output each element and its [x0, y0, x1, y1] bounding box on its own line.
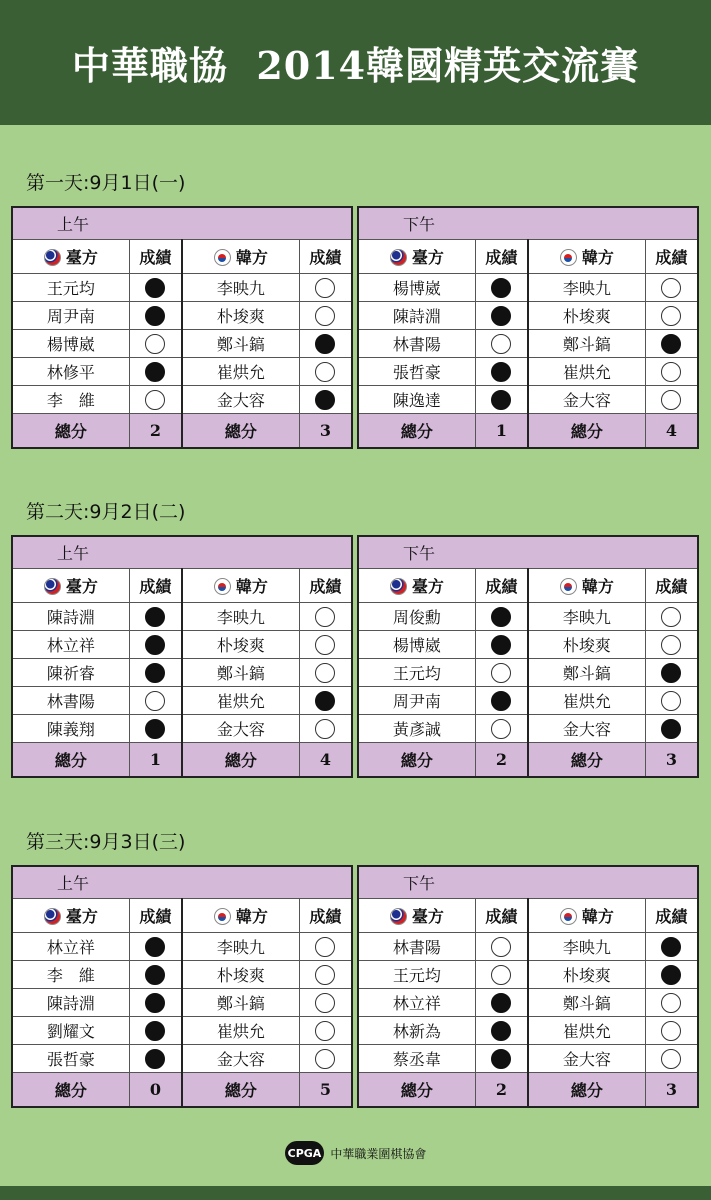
korea-player-name: 李映九	[528, 933, 645, 961]
korea-player-name: 朴埈爽	[528, 961, 645, 989]
korea-player-name: 李映九	[528, 603, 645, 631]
result-header: 成績	[129, 569, 182, 603]
morning-session-table	[11, 535, 353, 778]
korea-result	[299, 302, 352, 330]
black-stone-icon	[661, 719, 681, 739]
match-row	[12, 687, 352, 715]
match-row	[358, 330, 698, 358]
korea-player-name: 金大容	[528, 715, 645, 743]
korea-player-name: 金大容	[182, 1045, 299, 1073]
korea-player-name: 崔烘允	[182, 687, 299, 715]
session-label: 上午	[12, 207, 352, 240]
taiwan-result	[129, 1045, 182, 1073]
black-stone-icon	[491, 993, 511, 1013]
korea-team-header: 韓方	[528, 569, 645, 603]
white-stone-icon	[661, 1021, 681, 1041]
taiwan-team-header: 臺方	[358, 240, 475, 274]
total-label: 總分	[528, 414, 645, 449]
white-stone-icon	[315, 965, 335, 985]
korea-player-name: 鄭斗鎬	[528, 989, 645, 1017]
black-stone-icon	[491, 362, 511, 382]
match-row	[12, 302, 352, 330]
korea-player-name: 崔烘允	[182, 358, 299, 386]
taiwan-result	[475, 1045, 528, 1073]
taiwan-result	[129, 274, 182, 302]
black-stone-icon	[315, 390, 335, 410]
white-stone-icon	[491, 937, 511, 957]
taiwan-player-name: 李 維	[12, 386, 129, 414]
taiwan-result	[475, 358, 528, 386]
black-stone-icon	[491, 1049, 511, 1069]
taiwan-team-header: 臺方	[12, 240, 129, 274]
black-stone-icon	[145, 1049, 165, 1069]
match-row	[12, 659, 352, 687]
black-stone-icon	[661, 937, 681, 957]
korea-result	[299, 603, 352, 631]
korea-player-name: 朴埈爽	[528, 631, 645, 659]
total-label: 總分	[528, 743, 645, 778]
taiwan-player-name: 林立祥	[12, 933, 129, 961]
match-row	[12, 274, 352, 302]
total-label: 總分	[182, 414, 299, 449]
korea-team-header: 韓方	[182, 240, 299, 274]
result-header: 成績	[129, 240, 182, 274]
taiwan-flag-icon	[44, 908, 61, 925]
korea-flag-icon	[560, 249, 577, 266]
korea-total: 5	[299, 1073, 352, 1108]
taiwan-result	[129, 631, 182, 659]
korea-result	[299, 933, 352, 961]
korea-total: 3	[645, 743, 698, 778]
result-header: 成績	[645, 240, 698, 274]
korea-player-name: 崔烘允	[528, 358, 645, 386]
korea-player-name: 鄭斗鎬	[182, 989, 299, 1017]
white-stone-icon	[661, 635, 681, 655]
white-stone-icon	[491, 965, 511, 985]
result-header: 成績	[645, 899, 698, 933]
total-label: 總分	[358, 743, 475, 778]
korea-player-name: 鄭斗鎬	[182, 330, 299, 358]
taiwan-player-name: 陳逸達	[358, 386, 475, 414]
korea-player-name: 朴埈爽	[182, 631, 299, 659]
total-row	[358, 743, 698, 778]
total-label: 總分	[182, 743, 299, 778]
match-row	[358, 386, 698, 414]
taiwan-team-header: 臺方	[358, 899, 475, 933]
total-row	[12, 743, 352, 778]
afternoon-session-table	[357, 206, 699, 449]
korea-result	[645, 274, 698, 302]
korea-player-name: 朴埈爽	[528, 302, 645, 330]
taiwan-total: 1	[475, 414, 528, 449]
session-label: 下午	[358, 866, 698, 899]
taiwan-player-name: 陳義翔	[12, 715, 129, 743]
white-stone-icon	[491, 719, 511, 739]
taiwan-player-name: 楊博崴	[358, 631, 475, 659]
korea-flag-icon	[214, 249, 231, 266]
taiwan-result	[475, 961, 528, 989]
taiwan-player-name: 陳詩淵	[12, 603, 129, 631]
taiwan-player-name: 林立祥	[12, 631, 129, 659]
korea-flag-icon	[560, 578, 577, 595]
taiwan-player-name: 林立祥	[358, 989, 475, 1017]
korea-player-name: 金大容	[528, 1045, 645, 1073]
taiwan-result	[475, 603, 528, 631]
result-header: 成績	[475, 240, 528, 274]
korea-player-name: 金大容	[182, 715, 299, 743]
match-row	[358, 603, 698, 631]
taiwan-result	[475, 687, 528, 715]
taiwan-player-name: 陳祈睿	[12, 659, 129, 687]
taiwan-player-name: 劉耀文	[12, 1017, 129, 1045]
taiwan-result	[129, 715, 182, 743]
black-stone-icon	[145, 937, 165, 957]
match-row	[12, 1017, 352, 1045]
match-row	[358, 358, 698, 386]
white-stone-icon	[315, 306, 335, 326]
total-label: 總分	[528, 1073, 645, 1108]
taiwan-total: 2	[475, 743, 528, 778]
korea-player-name: 崔烘允	[182, 1017, 299, 1045]
taiwan-result	[129, 358, 182, 386]
footer	[0, 1138, 711, 1168]
korea-result	[645, 687, 698, 715]
afternoon-session-table	[357, 535, 699, 778]
korea-result	[645, 302, 698, 330]
header-banner	[0, 0, 711, 125]
korea-total: 4	[645, 414, 698, 449]
taiwan-total: 2	[129, 414, 182, 449]
match-row	[12, 1045, 352, 1073]
korea-total: 4	[299, 743, 352, 778]
korea-result	[299, 1045, 352, 1073]
match-row	[12, 989, 352, 1017]
taiwan-result	[129, 933, 182, 961]
taiwan-total: 1	[129, 743, 182, 778]
black-stone-icon	[491, 306, 511, 326]
black-stone-icon	[145, 663, 165, 683]
match-row	[358, 659, 698, 687]
korea-flag-icon	[560, 908, 577, 925]
match-row	[12, 603, 352, 631]
white-stone-icon	[315, 719, 335, 739]
taiwan-result	[129, 687, 182, 715]
korea-result	[299, 687, 352, 715]
result-header: 成績	[129, 899, 182, 933]
black-stone-icon	[491, 278, 511, 298]
match-row	[12, 961, 352, 989]
total-label: 總分	[12, 1073, 129, 1108]
day-heading: 第二天:9月2日(二)	[26, 501, 186, 523]
korea-result	[645, 631, 698, 659]
taiwan-flag-icon	[390, 249, 407, 266]
taiwan-player-name: 陳詩淵	[358, 302, 475, 330]
korea-result	[299, 715, 352, 743]
korea-player-name: 李映九	[182, 603, 299, 631]
taiwan-team-header: 臺方	[12, 569, 129, 603]
korea-result	[645, 989, 698, 1017]
match-row	[12, 715, 352, 743]
white-stone-icon	[661, 306, 681, 326]
match-row	[358, 302, 698, 330]
result-header: 成績	[299, 899, 352, 933]
taiwan-player-name: 張哲豪	[358, 358, 475, 386]
black-stone-icon	[145, 362, 165, 382]
white-stone-icon	[315, 362, 335, 382]
taiwan-total: 0	[129, 1073, 182, 1108]
session-label: 下午	[358, 536, 698, 569]
black-stone-icon	[661, 663, 681, 683]
korea-flag-icon	[214, 578, 231, 595]
white-stone-icon	[491, 663, 511, 683]
cpga-logo: CPGA	[285, 1141, 325, 1165]
korea-result	[299, 989, 352, 1017]
black-stone-icon	[491, 1021, 511, 1041]
korea-player-name: 崔烘允	[528, 1017, 645, 1045]
black-stone-icon	[315, 691, 335, 711]
korea-result	[299, 659, 352, 687]
taiwan-result	[129, 989, 182, 1017]
taiwan-result	[475, 631, 528, 659]
taiwan-team-header: 臺方	[358, 569, 475, 603]
white-stone-icon	[315, 937, 335, 957]
result-header: 成績	[299, 240, 352, 274]
white-stone-icon	[145, 390, 165, 410]
korea-result	[645, 358, 698, 386]
black-stone-icon	[661, 965, 681, 985]
result-header: 成績	[299, 569, 352, 603]
match-row	[358, 631, 698, 659]
white-stone-icon	[661, 390, 681, 410]
black-stone-icon	[315, 334, 335, 354]
taiwan-player-name: 黃彥誠	[358, 715, 475, 743]
session-label: 下午	[358, 207, 698, 240]
taiwan-flag-icon	[44, 578, 61, 595]
korea-total: 3	[299, 414, 352, 449]
taiwan-player-name: 陳詩淵	[12, 989, 129, 1017]
korea-player-name: 鄭斗鎬	[528, 330, 645, 358]
session-label: 上午	[12, 866, 352, 899]
total-label: 總分	[358, 414, 475, 449]
match-row	[12, 386, 352, 414]
total-row	[12, 1073, 352, 1108]
korea-result	[645, 603, 698, 631]
match-row	[358, 715, 698, 743]
black-stone-icon	[145, 607, 165, 627]
white-stone-icon	[315, 1021, 335, 1041]
white-stone-icon	[315, 278, 335, 298]
afternoon-session-table	[357, 865, 699, 1108]
black-stone-icon	[145, 965, 165, 985]
taiwan-player-name: 林修平	[12, 358, 129, 386]
korea-result	[645, 715, 698, 743]
black-stone-icon	[145, 278, 165, 298]
taiwan-player-name: 張哲豪	[12, 1045, 129, 1073]
total-label: 總分	[182, 1073, 299, 1108]
black-stone-icon	[491, 635, 511, 655]
korea-result	[645, 1045, 698, 1073]
korea-flag-icon	[214, 908, 231, 925]
korea-player-name: 李映九	[182, 933, 299, 961]
taiwan-result	[475, 933, 528, 961]
match-row	[12, 358, 352, 386]
korea-player-name: 鄭斗鎬	[182, 659, 299, 687]
taiwan-total: 2	[475, 1073, 528, 1108]
white-stone-icon	[315, 663, 335, 683]
taiwan-player-name: 楊博崴	[12, 330, 129, 358]
taiwan-result	[475, 274, 528, 302]
korea-player-name: 朴埈爽	[182, 961, 299, 989]
korea-team-header: 韓方	[528, 240, 645, 274]
white-stone-icon	[145, 334, 165, 354]
taiwan-team-header: 臺方	[12, 899, 129, 933]
match-row	[12, 631, 352, 659]
page-title: 中華職協 2014韓國精英交流賽	[71, 43, 640, 88]
korea-result	[299, 358, 352, 386]
black-stone-icon	[145, 306, 165, 326]
korea-result	[299, 961, 352, 989]
total-label: 總分	[358, 1073, 475, 1108]
taiwan-result	[475, 659, 528, 687]
taiwan-player-name: 李 維	[12, 961, 129, 989]
match-row	[358, 274, 698, 302]
korea-result	[645, 961, 698, 989]
match-row	[358, 1045, 698, 1073]
taiwan-result	[129, 659, 182, 687]
organization-name: 中華職業圍棋協會	[330, 1146, 427, 1161]
match-row	[358, 989, 698, 1017]
taiwan-player-name: 林新為	[358, 1017, 475, 1045]
white-stone-icon	[315, 607, 335, 627]
white-stone-icon	[145, 691, 165, 711]
taiwan-flag-icon	[390, 578, 407, 595]
korea-team-header: 韓方	[528, 899, 645, 933]
match-row	[12, 330, 352, 358]
korea-player-name: 金大容	[182, 386, 299, 414]
taiwan-result	[475, 1017, 528, 1045]
taiwan-player-name: 林書陽	[12, 687, 129, 715]
korea-result	[645, 330, 698, 358]
taiwan-player-name: 王元均	[358, 961, 475, 989]
black-stone-icon	[145, 719, 165, 739]
match-row	[358, 933, 698, 961]
match-row	[358, 961, 698, 989]
taiwan-result	[475, 386, 528, 414]
taiwan-result	[129, 330, 182, 358]
taiwan-flag-icon	[390, 908, 407, 925]
white-stone-icon	[661, 278, 681, 298]
korea-player-name: 朴埈爽	[182, 302, 299, 330]
match-row	[358, 1017, 698, 1045]
korea-result	[645, 386, 698, 414]
white-stone-icon	[315, 993, 335, 1013]
black-stone-icon	[145, 635, 165, 655]
black-stone-icon	[145, 1021, 165, 1041]
korea-result	[299, 274, 352, 302]
taiwan-player-name: 林書陽	[358, 933, 475, 961]
taiwan-player-name: 蔡丞韋	[358, 1045, 475, 1073]
day-heading: 第三天:9月3日(三)	[26, 831, 186, 853]
taiwan-player-name: 楊博崴	[358, 274, 475, 302]
taiwan-flag-icon	[44, 249, 61, 266]
white-stone-icon	[491, 334, 511, 354]
korea-player-name: 崔烘允	[528, 687, 645, 715]
korea-player-name: 鄭斗鎬	[528, 659, 645, 687]
match-row	[358, 687, 698, 715]
session-label: 上午	[12, 536, 352, 569]
taiwan-result	[129, 386, 182, 414]
morning-session-table	[11, 865, 353, 1108]
morning-session-table	[11, 206, 353, 449]
white-stone-icon	[315, 1049, 335, 1069]
korea-total: 3	[645, 1073, 698, 1108]
black-stone-icon	[491, 607, 511, 627]
black-stone-icon	[491, 691, 511, 711]
white-stone-icon	[661, 607, 681, 627]
korea-result	[645, 933, 698, 961]
korea-result	[299, 631, 352, 659]
white-stone-icon	[661, 993, 681, 1013]
taiwan-player-name: 王元均	[358, 659, 475, 687]
result-header: 成績	[645, 569, 698, 603]
result-header: 成績	[475, 899, 528, 933]
korea-result	[645, 1017, 698, 1045]
taiwan-player-name: 林書陽	[358, 330, 475, 358]
taiwan-result	[475, 302, 528, 330]
taiwan-result	[129, 1017, 182, 1045]
taiwan-player-name: 周尹南	[12, 302, 129, 330]
taiwan-player-name: 周俊勳	[358, 603, 475, 631]
total-row	[358, 414, 698, 449]
result-header: 成績	[475, 569, 528, 603]
day-heading: 第一天:9月1日(一)	[26, 172, 186, 194]
taiwan-result	[475, 989, 528, 1017]
taiwan-result	[129, 603, 182, 631]
white-stone-icon	[661, 691, 681, 711]
total-row	[12, 414, 352, 449]
white-stone-icon	[661, 1049, 681, 1069]
korea-player-name: 李映九	[528, 274, 645, 302]
korea-player-name: 金大容	[528, 386, 645, 414]
korea-result	[299, 386, 352, 414]
korea-player-name: 李映九	[182, 274, 299, 302]
bottom-bar	[0, 1186, 711, 1200]
white-stone-icon	[315, 635, 335, 655]
taiwan-result	[129, 302, 182, 330]
taiwan-result	[129, 961, 182, 989]
match-row	[12, 933, 352, 961]
total-row	[358, 1073, 698, 1108]
korea-result	[299, 330, 352, 358]
black-stone-icon	[661, 334, 681, 354]
korea-team-header: 韓方	[182, 899, 299, 933]
taiwan-result	[475, 330, 528, 358]
korea-team-header: 韓方	[182, 569, 299, 603]
korea-result	[645, 659, 698, 687]
taiwan-player-name: 周尹南	[358, 687, 475, 715]
black-stone-icon	[491, 390, 511, 410]
total-label: 總分	[12, 743, 129, 778]
black-stone-icon	[145, 993, 165, 1013]
total-label: 總分	[12, 414, 129, 449]
taiwan-result	[475, 715, 528, 743]
korea-result	[299, 1017, 352, 1045]
white-stone-icon	[661, 362, 681, 382]
taiwan-player-name: 王元均	[12, 274, 129, 302]
